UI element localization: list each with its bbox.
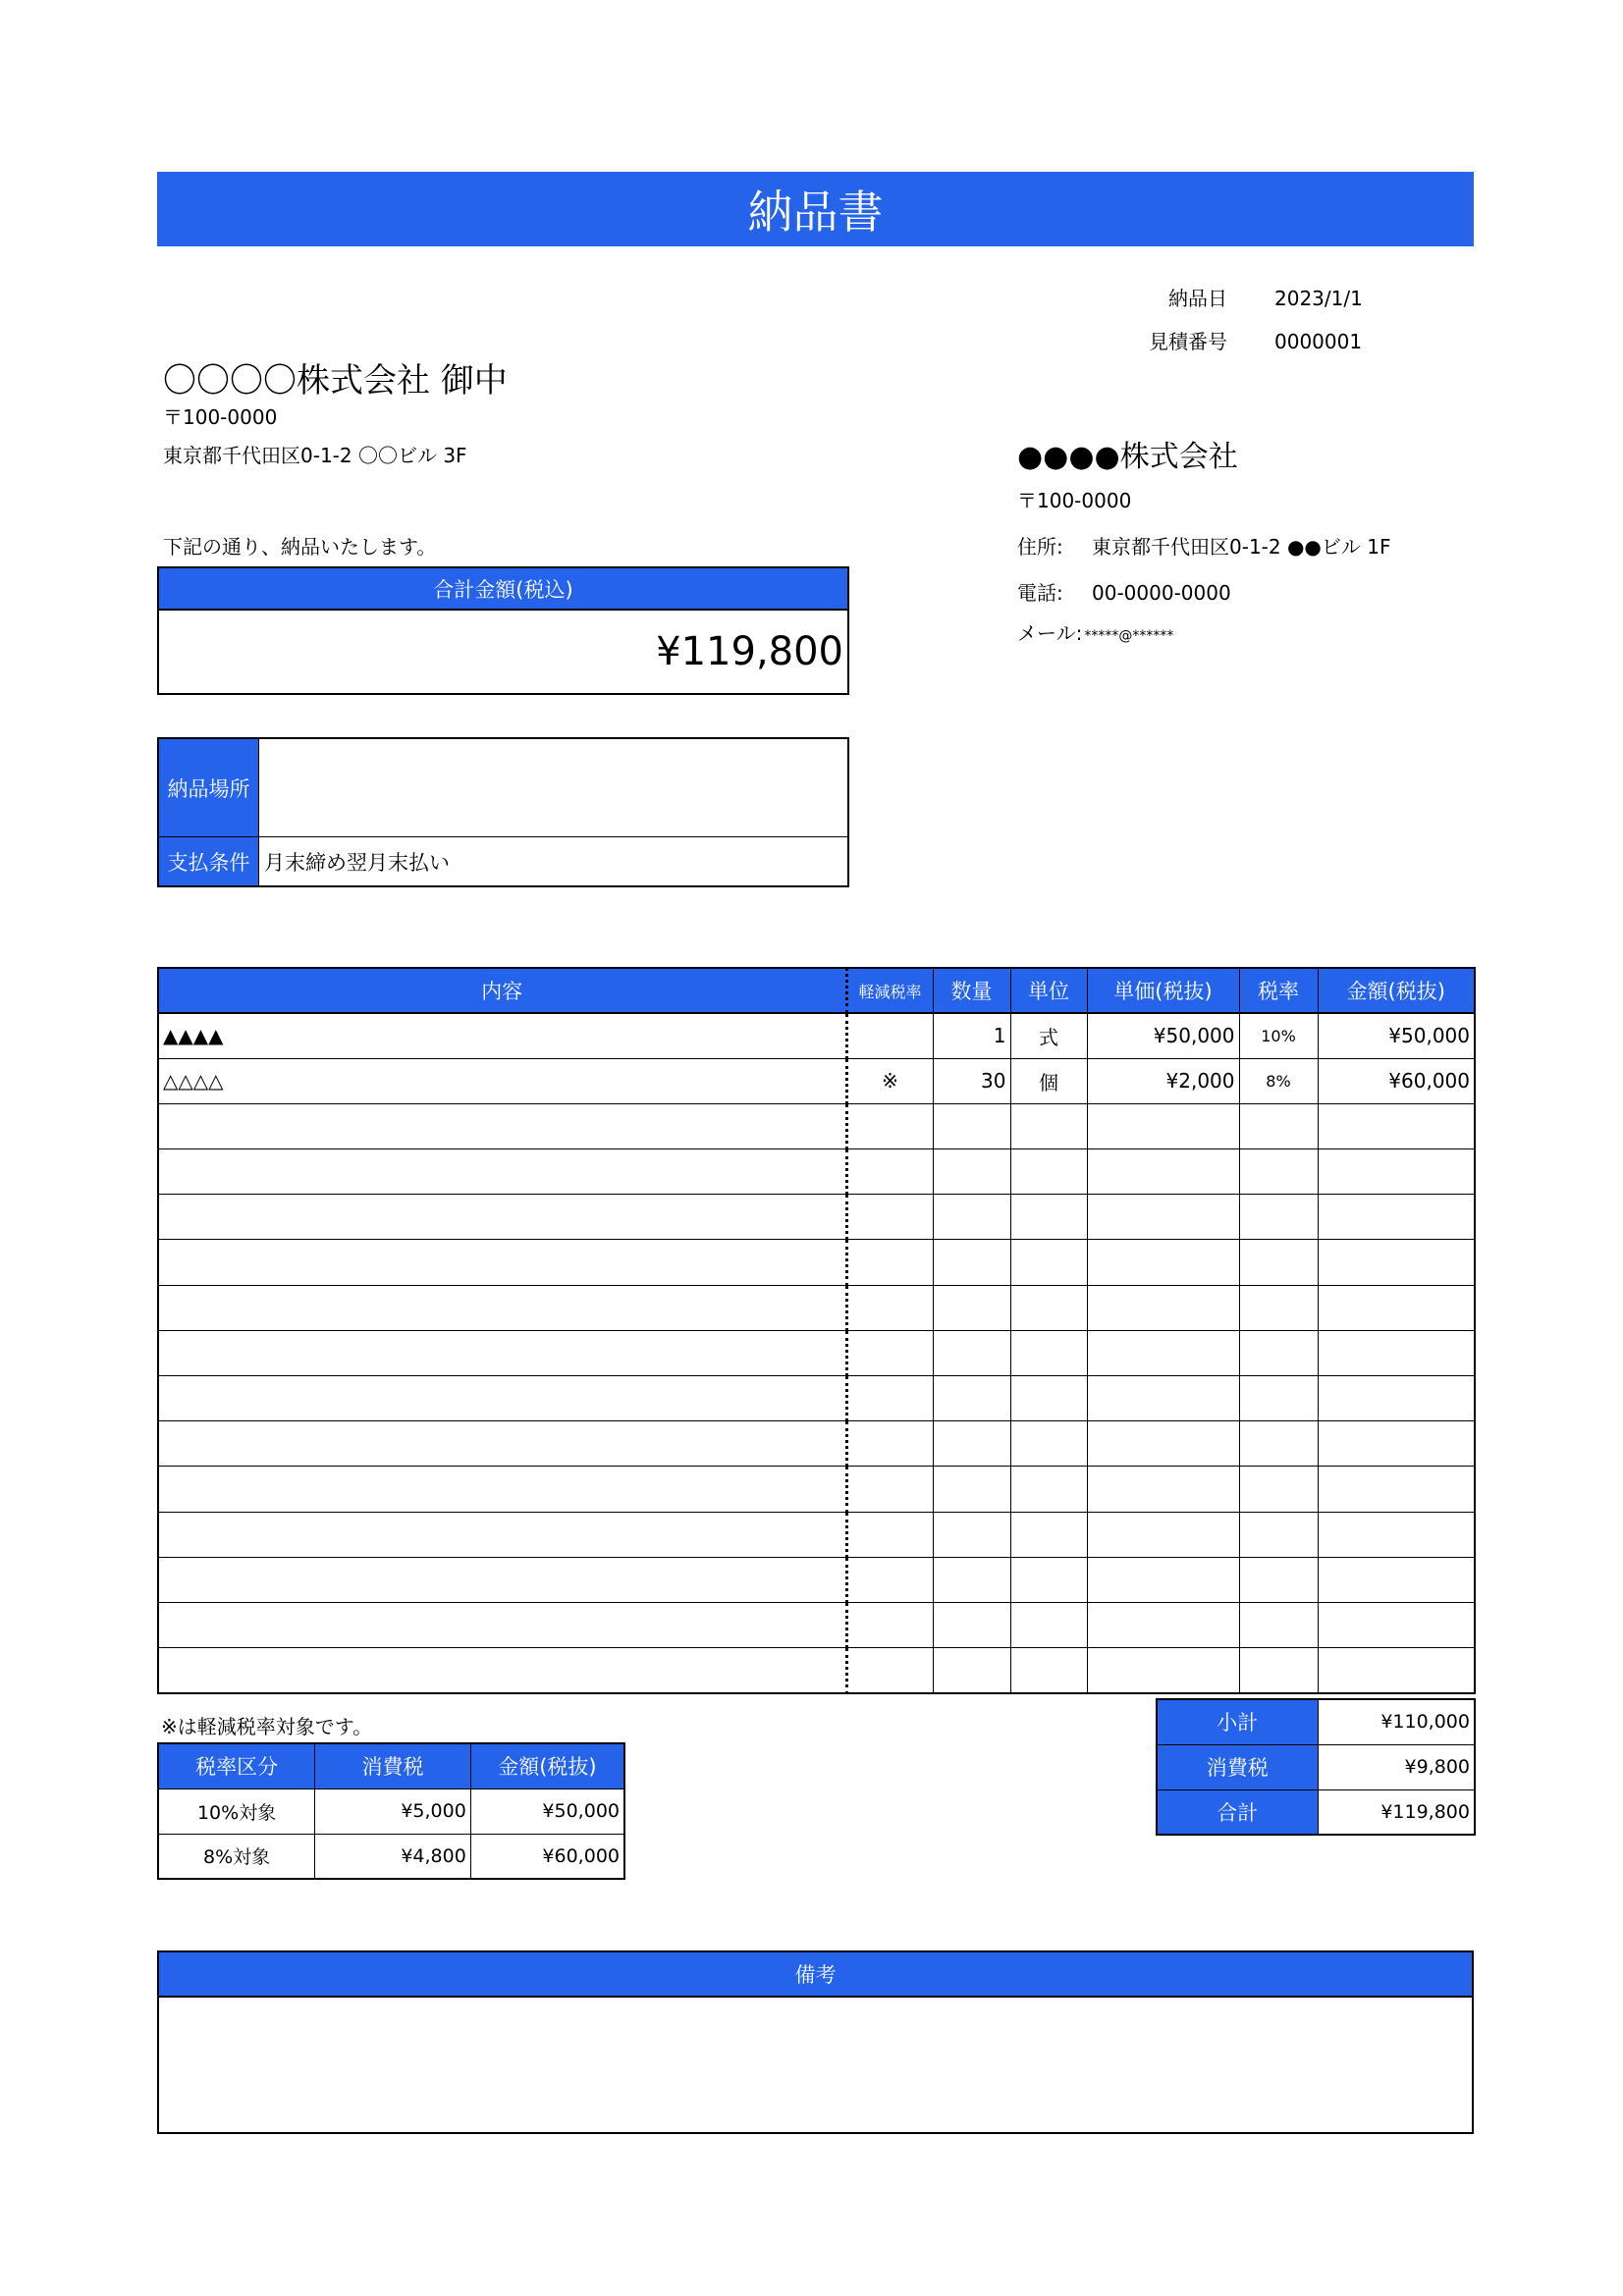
cell-unit-price: [1087, 1602, 1239, 1647]
cell-unit: [1010, 1376, 1087, 1421]
cell-quantity: [933, 1467, 1010, 1512]
table-row: [158, 1149, 1475, 1195]
total-box-label: 合計金額(税込): [159, 568, 847, 611]
mail-label: メール:: [1017, 621, 1083, 645]
cell-unit: 個: [1010, 1058, 1087, 1103]
table-row: [158, 1602, 1475, 1647]
cell-reduced-rate: [846, 1421, 933, 1467]
tax-cell: 10%対象: [158, 1789, 315, 1834]
cell-tax-rate: [1239, 1467, 1318, 1512]
cell-description: [158, 1285, 846, 1330]
cell-reduced-rate: [846, 1240, 933, 1285]
cell-description: [158, 1103, 846, 1148]
cell-quantity: 30: [933, 1058, 1010, 1103]
sender-mail: *****@******: [1084, 628, 1174, 644]
table-row: [158, 1058, 1475, 1103]
delivery-box: [157, 737, 849, 887]
tax-cell: ¥60,000: [470, 1834, 624, 1879]
cell-reduced-rate: [846, 1013, 933, 1058]
cell-quantity: 1: [933, 1013, 1010, 1058]
cell-amount: [1318, 1330, 1475, 1375]
cell-description: [158, 1195, 846, 1240]
cell-quantity: [933, 1285, 1010, 1330]
tax-cell: ¥4,800: [315, 1834, 471, 1879]
cell-description: [158, 1648, 846, 1693]
tax-breakdown-table: [157, 1742, 625, 1880]
sender-mail-row: [1017, 617, 1173, 646]
items-header-amount: 金額(税抜): [1318, 968, 1475, 1013]
cell-reduced-rate: [846, 1149, 933, 1195]
cell-amount: [1318, 1149, 1475, 1195]
cell-tax-rate: 8%: [1239, 1058, 1318, 1103]
recipient-name: 〇〇〇〇株式会社 御中: [163, 361, 508, 400]
cell-unit-price: [1087, 1376, 1239, 1421]
table-row: [158, 1240, 1475, 1285]
summary-table: [1156, 1698, 1476, 1836]
tax-header-0: 税率区分: [158, 1743, 315, 1789]
items-header-unit-price: 単価(税抜): [1087, 968, 1239, 1013]
cell-unit: [1010, 1467, 1087, 1512]
cell-reduced-rate: [846, 1376, 933, 1421]
cell-amount: [1318, 1557, 1475, 1602]
cell-description: ▲▲▲▲: [158, 1013, 846, 1058]
summary-value: ¥119,800: [1318, 1789, 1475, 1835]
cell-description: [158, 1376, 846, 1421]
cell-unit: [1010, 1421, 1087, 1467]
sender-tel-row: [1017, 577, 1231, 606]
cell-tax-rate: 10%: [1239, 1013, 1318, 1058]
table-row: [158, 1013, 1475, 1058]
total-box: [157, 566, 849, 695]
cell-description: [158, 1512, 846, 1557]
tax-cell: 8%対象: [158, 1834, 315, 1879]
table-row: [158, 1421, 1475, 1467]
cell-unit: [1010, 1557, 1087, 1602]
cell-reduced-rate: [846, 1195, 933, 1240]
cell-amount: [1318, 1285, 1475, 1330]
cell-unit-price: [1087, 1285, 1239, 1330]
cell-amount: [1318, 1421, 1475, 1467]
cell-quantity: [933, 1195, 1010, 1240]
cell-tax-rate: [1239, 1240, 1318, 1285]
cell-amount: [1318, 1648, 1475, 1693]
cell-quantity: [933, 1103, 1010, 1148]
summary-label: 小計: [1157, 1699, 1318, 1744]
cell-tax-rate: [1239, 1648, 1318, 1693]
cell-amount: [1318, 1602, 1475, 1647]
cell-quantity: [933, 1330, 1010, 1375]
cell-unit: [1010, 1512, 1087, 1557]
cell-unit: 式: [1010, 1013, 1087, 1058]
cell-quantity: [933, 1376, 1010, 1421]
cell-tax-rate: [1239, 1557, 1318, 1602]
cell-amount: ¥50,000: [1318, 1013, 1475, 1058]
cell-quantity: [933, 1557, 1010, 1602]
items-header-quantity: 数量: [933, 968, 1010, 1013]
cell-tax-rate: [1239, 1602, 1318, 1647]
table-row: [158, 1648, 1475, 1693]
cell-quantity: [933, 1648, 1010, 1693]
remarks-label: 備考: [159, 1952, 1472, 1998]
cell-tax-rate: [1239, 1285, 1318, 1330]
number-label: 見積番号: [1149, 330, 1227, 353]
cell-reduced-rate: [846, 1557, 933, 1602]
cell-reduced-rate: [846, 1512, 933, 1557]
cell-description: [158, 1149, 846, 1195]
sender-address-row: [1017, 531, 1390, 560]
cell-unit: [1010, 1149, 1087, 1195]
reduced-rate-note: ※は軽減税率対象です。: [161, 1715, 373, 1738]
cell-description: [158, 1240, 846, 1285]
tax-row: [158, 1789, 624, 1834]
cell-amount: [1318, 1376, 1475, 1421]
payment-terms: 月末締め翌月末払い: [264, 850, 450, 875]
cell-amount: ¥60,000: [1318, 1058, 1475, 1103]
cell-unit: [1010, 1602, 1087, 1647]
delivery-place-label: 納品場所: [159, 739, 259, 836]
cell-unit-price: [1087, 1330, 1239, 1375]
cell-reduced-rate: [846, 1467, 933, 1512]
cell-description: [158, 1330, 846, 1375]
tax-header-2: 金額(税抜): [470, 1743, 624, 1789]
cell-unit: [1010, 1195, 1087, 1240]
table-row: [158, 1467, 1475, 1512]
table-row: [158, 1195, 1475, 1240]
cell-quantity: [933, 1240, 1010, 1285]
cell-amount: [1318, 1240, 1475, 1285]
items-header-reduced-rate: 軽減税率: [846, 968, 933, 1013]
cell-unit: [1010, 1285, 1087, 1330]
sender-address: 東京都千代田区0-1-2 ●●ビル 1F: [1092, 535, 1391, 559]
items-header-description: 内容: [158, 968, 846, 1013]
estimate-number: 0000001: [1274, 330, 1363, 353]
cell-unit-price: ¥50,000: [1087, 1013, 1239, 1058]
cell-unit-price: [1087, 1421, 1239, 1467]
recipient-address: 東京都千代田区0-1-2 〇〇ビル 3F: [163, 444, 467, 467]
cell-tax-rate: [1239, 1512, 1318, 1557]
cell-unit: [1010, 1648, 1087, 1693]
cell-unit: [1010, 1240, 1087, 1285]
cell-unit: [1010, 1330, 1087, 1375]
address-label: 住所:: [1017, 535, 1063, 559]
cell-unit-price: [1087, 1149, 1239, 1195]
cell-description: [158, 1602, 846, 1647]
cell-description: [158, 1467, 846, 1512]
intro-text: 下記の通り、納品いたします。: [163, 535, 437, 559]
payment-terms-label: 支払条件: [159, 837, 259, 885]
summary-row: [1157, 1789, 1475, 1835]
items-header-tax-rate: 税率: [1239, 968, 1318, 1013]
cell-unit-price: [1087, 1512, 1239, 1557]
cell-description: △△△△: [158, 1058, 846, 1103]
date-label: 納品日: [1168, 287, 1227, 310]
table-row: [158, 1512, 1475, 1557]
delivery-date: 2023/1/1: [1274, 287, 1363, 310]
total-box-amount: ¥119,800: [656, 629, 843, 674]
summary-value: ¥110,000: [1318, 1699, 1475, 1744]
tax-header-1: 消費税: [315, 1743, 471, 1789]
cell-amount: [1318, 1512, 1475, 1557]
cell-tax-rate: [1239, 1149, 1318, 1195]
items-header-unit: 単位: [1010, 968, 1087, 1013]
cell-quantity: [933, 1602, 1010, 1647]
cell-quantity: [933, 1149, 1010, 1195]
cell-reduced-rate: [846, 1103, 933, 1148]
cell-quantity: [933, 1512, 1010, 1557]
cell-unit: [1010, 1103, 1087, 1148]
cell-amount: [1318, 1195, 1475, 1240]
sender-name: ●●●●株式会社: [1017, 440, 1238, 474]
sender-zip: 〒100-0000: [1017, 489, 1132, 512]
cell-tax-rate: [1239, 1421, 1318, 1467]
summary-row: [1157, 1744, 1475, 1789]
table-row: [158, 1330, 1475, 1375]
cell-unit-price: [1087, 1467, 1239, 1512]
cell-unit-price: ¥2,000: [1087, 1058, 1239, 1103]
meta-block: [1109, 277, 1363, 363]
table-row: [158, 1557, 1475, 1602]
cell-tax-rate: [1239, 1103, 1318, 1148]
recipient-zip: 〒100-0000: [163, 405, 278, 429]
cell-unit-price: [1087, 1195, 1239, 1240]
cell-unit-price: [1087, 1240, 1239, 1285]
cell-tax-rate: [1239, 1330, 1318, 1375]
summary-label: 合計: [1157, 1789, 1318, 1835]
cell-tax-rate: [1239, 1195, 1318, 1240]
cell-reduced-rate: ※: [846, 1058, 933, 1103]
remarks-text: [159, 1998, 1472, 2009]
delivery-place: [259, 739, 847, 836]
cell-amount: [1318, 1467, 1475, 1512]
tax-row: [158, 1834, 624, 1879]
summary-row: [1157, 1699, 1475, 1744]
sender-tel: 00-0000-0000: [1092, 581, 1231, 605]
cell-unit-price: [1087, 1648, 1239, 1693]
cell-amount: [1318, 1103, 1475, 1148]
remarks-box: [157, 1950, 1474, 2134]
items-table: [157, 967, 1476, 1694]
cell-tax-rate: [1239, 1376, 1318, 1421]
cell-unit-price: [1087, 1103, 1239, 1148]
cell-description: [158, 1557, 846, 1602]
table-row: [158, 1376, 1475, 1421]
cell-description: [158, 1421, 846, 1467]
cell-reduced-rate: [846, 1602, 933, 1647]
tax-cell: ¥50,000: [470, 1789, 624, 1834]
table-row: [158, 1285, 1475, 1330]
summary-label: 消費税: [1157, 1744, 1318, 1789]
summary-value: ¥9,800: [1318, 1744, 1475, 1789]
cell-reduced-rate: [846, 1285, 933, 1330]
cell-reduced-rate: [846, 1330, 933, 1375]
document-title: 納品書: [157, 172, 1474, 246]
tel-label: 電話:: [1017, 581, 1063, 605]
cell-unit-price: [1087, 1557, 1239, 1602]
cell-reduced-rate: [846, 1648, 933, 1693]
table-row: [158, 1103, 1475, 1148]
cell-quantity: [933, 1421, 1010, 1467]
tax-cell: ¥5,000: [315, 1789, 471, 1834]
